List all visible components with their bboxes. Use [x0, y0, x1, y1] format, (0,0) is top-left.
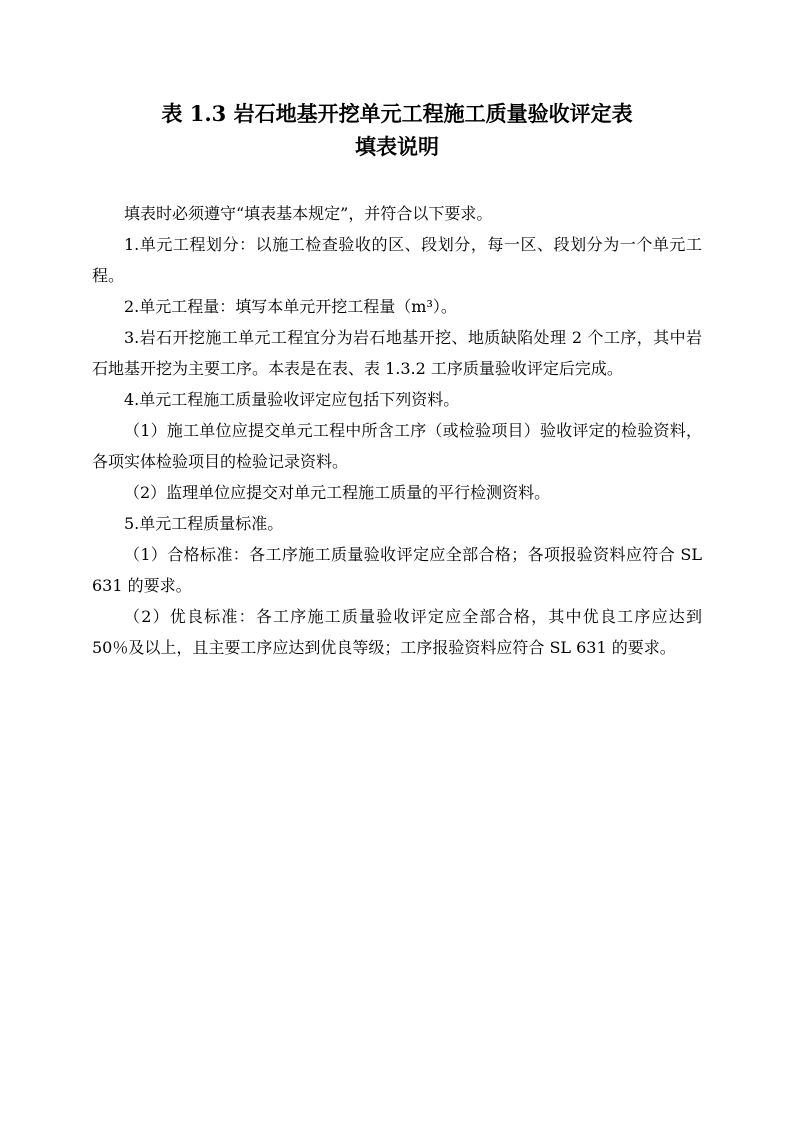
paragraph-contractor-materials: （1）施工单位应提交单元工程中所含工序（或检验项目）验收评定的检验资料，各项实体检验项目的检验记录资料。: [92, 421, 702, 471]
document-title: 表 1.3 岩石地基开挖单元工程施工质量验收评定表: [161, 101, 633, 126]
paragraph-supervisor-materials: （2）监理单位应提交对单元工程施工质量的平行检测资料。: [124, 483, 551, 502]
paragraph-unit-quantity: 2.单元工程量：填写本单元开挖工程量（m³）。: [124, 297, 457, 316]
paragraph-quality-standard: 5.单元工程质量标准。: [124, 514, 284, 533]
paragraph-required-materials: 4.单元工程施工质量验收评定应包括下列资料。: [124, 390, 460, 409]
paragraph-excellent-standard: （2）优良标准：各工序施工质量验收评定应全部合格，其中优良工序应达到 50％及以上，且主要工序应达到优良等级；工序报验资料应符合 SL 631 的要求。: [92, 607, 702, 657]
paragraph-process-division: 3.岩石开挖施工单元工程宜分为岩石地基开挖、地质缺陷处理 2 个工序，其中岩石地基开挖为主要工序。本表是在表、表 1.3.2 工序质量验收评定后完成。: [92, 328, 702, 378]
instructions-body: [92, 198, 702, 663]
paragraph-unit-division: 1.单元工程划分：以施工检查验收的区、段划分，每一区、段划分为一个单元工程。: [92, 235, 702, 285]
paragraph-pass-standard: （1）合格标准：各工序施工质量验收评定应全部合格；各项报验资料应符合 SL 631 的要求。: [92, 545, 702, 595]
paragraph-intro: 填表时必须遵守“填表基本规定”，并符合以下要求。: [124, 204, 493, 223]
document-subtitle: 填表说明: [355, 134, 439, 159]
